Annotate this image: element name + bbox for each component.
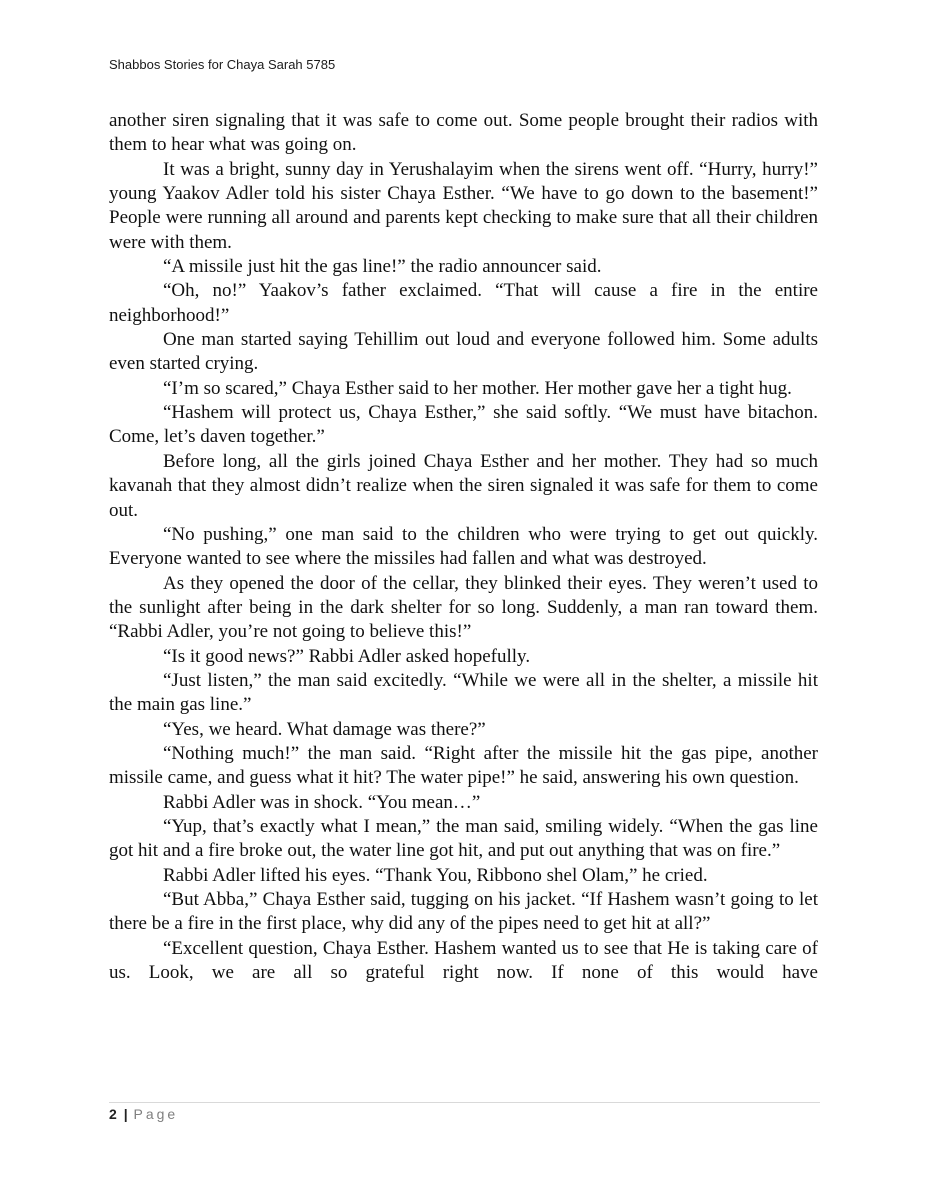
running-header: Shabbos Stories for Chaya Sarah 5785 (109, 57, 336, 72)
story-paragraph: “I’m so scared,” Chaya Esther said to her mother. Her mother gave her a tight hug. (163, 377, 792, 399)
footer-divider (109, 1102, 820, 1103)
footer-separator: | (123, 1106, 128, 1122)
story-paragraph: “Nothing much!” the man said. “Right after the missile hit the gas pipe, another missile came, and guess what it hit? The water pipe!” he said, answering his own question. (109, 742, 818, 789)
story-paragraph: “Oh, no!” Yaakov’s father exclaimed. “That will cause a fire in the entire neighborhood!” (109, 280, 818, 326)
story-paragraph: Before long, all the girls joined Chaya Esther and her mother. They had so much kavanah that they almost didn’t realize when the siren signaled it was safe for them to come out. (109, 450, 818, 521)
story-paragraph: “A missile just hit the gas line!” the radio announcer said. (163, 256, 602, 278)
story-paragraph: “Is it good news?” Rabbi Adler asked hopefully. (163, 645, 531, 667)
story-paragraph: It was a bright, sunny day in Yerushalayim when the sirens went off. “Hurry, hurry!” young Yaakov Adler told his sister Chaya Esther. “We have to go down to the basement!” People were running all around and parents kept checking to make sure that all their children were with them. (109, 158, 818, 253)
page-number: 2 (109, 1106, 117, 1122)
story-paragraph: another siren signaling that it was safe to come out. Some people brought their radios with them to hear what was going on. (109, 110, 818, 156)
page-label: Page (133, 1106, 179, 1122)
story-paragraph: “Excellent question, Chaya Esther. Hashem wanted us to see that He is taking care of us. Look, we are all so grateful right now. If none of this would have (109, 937, 818, 984)
story-body (109, 109, 818, 985)
story-paragraph: “Yes, we heard. What damage was there?” (163, 718, 486, 740)
page-footer (109, 1106, 178, 1122)
story-paragraph: “No pushing,” one man said to the children who were trying to get out quickly. Everyone wanted to see where the missiles had fallen and what was destroyed. (109, 523, 818, 570)
story-paragraph: “Just listen,” the man said excitedly. “While we were all in the shelter, a missile hit the main gas line.” (109, 669, 818, 716)
story-paragraph: “Hashem will protect us, Chaya Esther,” she said softly. “We must have bitachon. Come, let’s daven together.” (109, 402, 818, 448)
story-paragraph: Rabbi Adler was in shock. “You mean…” (163, 791, 481, 813)
story-paragraph: “Yup, that’s exactly what I mean,” the man said, smiling widely. “When the gas line got hit and a fire broke out, the water line got hit, and put out anything that was on fire.” (109, 815, 818, 862)
story-paragraph: “But Abba,” Chaya Esther said, tugging on his jacket. “If Hashem wasn’t going to let there be a fire in the first place, why did any of the pipes need to get hit at all?” (109, 889, 818, 935)
story-paragraph: As they opened the door of the cellar, they blinked their eyes. They weren’t used to the sunlight after being in the dark shelter for so long. Suddenly, a man ran toward them. “Rabbi Adler, you’re not going to believe this!” (109, 572, 818, 643)
story-paragraph: One man started saying Tehillim out loud and everyone followed him. Some adults even started crying. (109, 329, 818, 375)
story-paragraph: Rabbi Adler lifted his eyes. “Thank You, Ribbono shel Olam,” he cried. (163, 864, 708, 886)
